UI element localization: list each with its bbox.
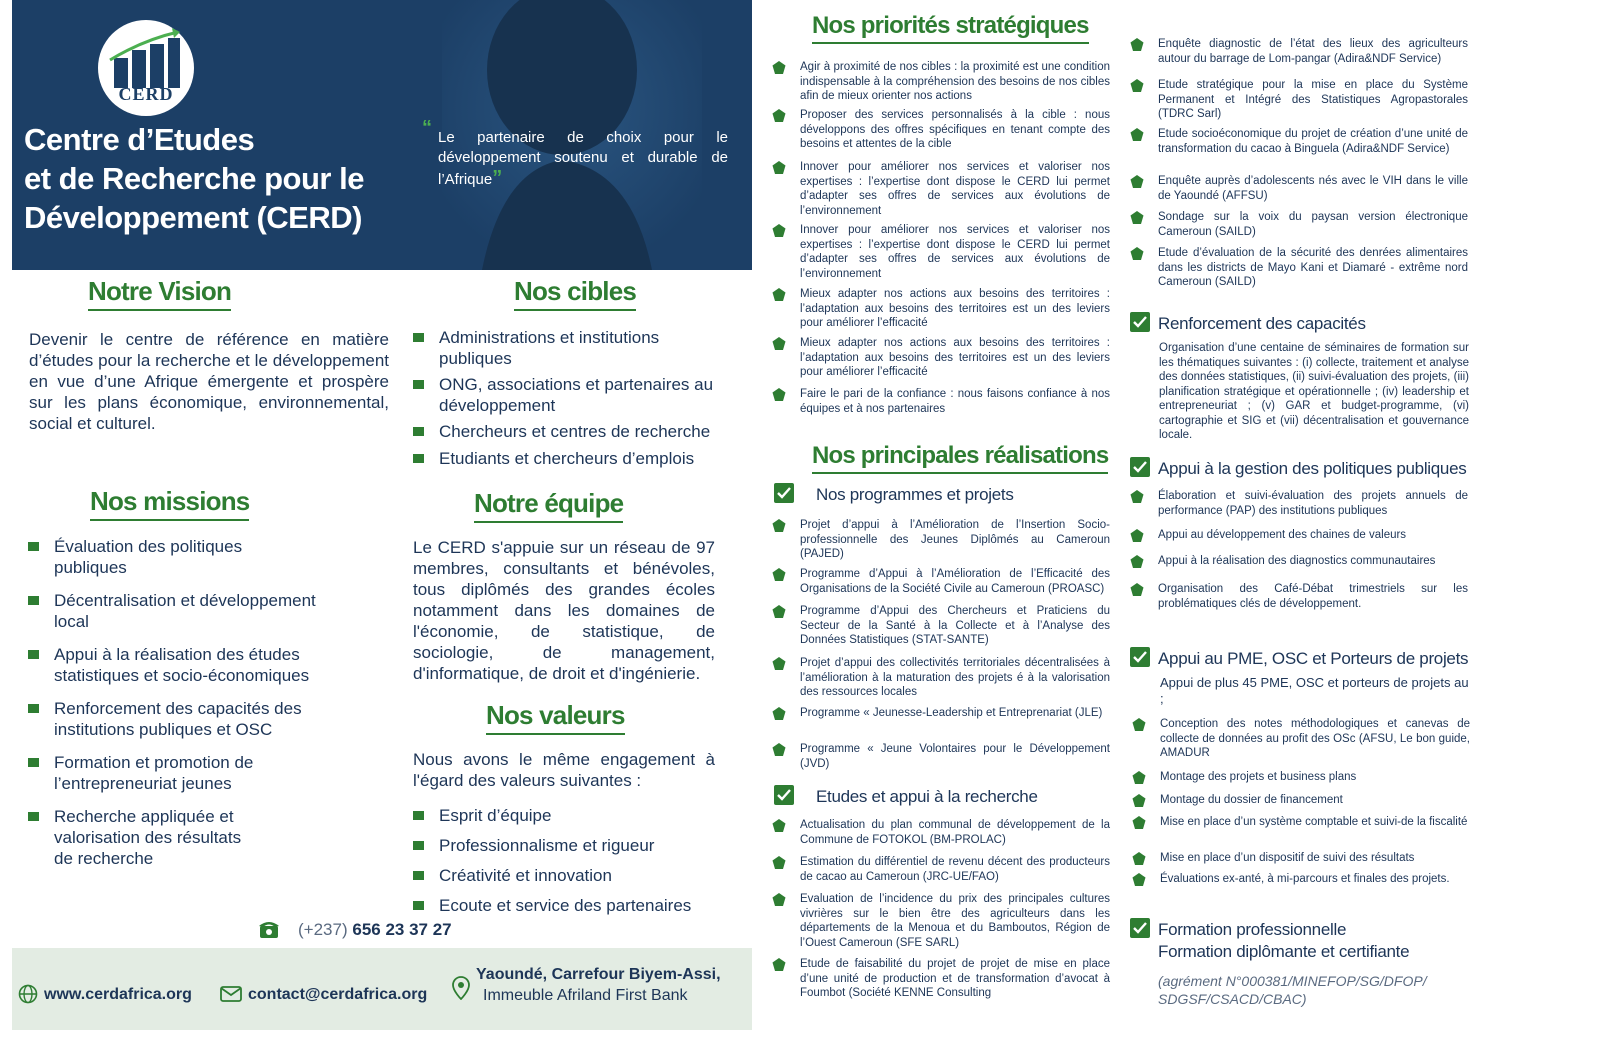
formation-subheading: Formation diplômante et certifiante (1158, 942, 1410, 961)
list-item: Etudiants et chercheurs d’emplois (413, 448, 723, 469)
list-item-text: Innover pour améliorer nos services et valoriser nos expertises : l’expertise dont dispose le CERD lui permet d’adapter ses offres de services aux évolutions de l’environnement (800, 224, 1110, 280)
close-quote-icon: ” (492, 167, 503, 189)
pentagon-bullet-icon (772, 61, 786, 75)
priorites-title: Nos priorités stratégiques (812, 12, 1089, 44)
pentagon-bullet-icon (1130, 529, 1144, 543)
list-item (1158, 210, 1468, 239)
pentagon-bullet-icon (772, 819, 786, 833)
list-item-text: Proposer des services personnalisés à la cible : nous développons des offres spécifiques en tenant compte des besoins et attentes de la cible (800, 109, 1110, 150)
pentagon-bullet-icon (772, 519, 786, 533)
pentagon-bullet-icon (772, 224, 786, 238)
list-item-text: Programme « Jeune Volontaires pour le Développement (JVD) (800, 743, 1110, 770)
pentagon-bullet-icon (1132, 771, 1146, 785)
list-item (800, 160, 1110, 218)
footer (12, 948, 752, 1030)
list-item: Appui à la réalisation des études statistiques et socio-économiques (28, 644, 324, 686)
pentagon-bullet-icon (772, 109, 786, 123)
list-item (1158, 246, 1468, 290)
list-item: Ecoute et service des partenaires (413, 895, 723, 916)
list-item-text: Projet d’appui des collectivités territoriales décentralisées à l’amélioration à la maturation des projets é à la valorisation des ressources locales (800, 657, 1110, 698)
list-item (1158, 37, 1468, 66)
pentagon-bullet-icon (772, 288, 786, 302)
list-item: Professionnalisme et rigueur (413, 835, 723, 856)
list-item: Chercheurs et centres de recherche (413, 421, 723, 442)
cibles-list (413, 327, 723, 469)
phone-icon (258, 918, 280, 945)
list-item-text: Agir à proximité de nos cibles : la proximité est une condition indispensable à la compréhension des besoins de nos cibles afin de mieux orienter nos actions (800, 61, 1110, 102)
address-line2: Immeuble Afriland First Bank (483, 987, 688, 1004)
pentagon-bullet-icon (772, 388, 786, 402)
pentagon-bullet-icon (1132, 816, 1146, 830)
list-item (1158, 528, 1468, 543)
logo-text: CERD (118, 84, 174, 104)
open-quote-icon: “ (422, 117, 432, 139)
list-item-text: Montage des projets et business plans (1160, 771, 1357, 783)
list-item (800, 742, 1110, 771)
list-item-text: Montage du dossier de financement (1160, 794, 1343, 806)
pentagon-bullet-icon (1130, 583, 1144, 597)
list-item (800, 336, 1110, 380)
list-item-text: Organisation des Café-Débat trimestriels sur les problématiques clés de développement. (1158, 583, 1468, 610)
hero-banner (12, 0, 752, 270)
list-item (800, 518, 1110, 562)
list-item: Créativité et innovation (413, 865, 723, 886)
list-item (800, 108, 1110, 152)
list-item-text: Programme d’Appui à l’Amélioration de l’Efficacité des Organisations de la Société Civile au Cameroun (PROASC) (800, 568, 1110, 595)
phone-line[interactable]: (+237) 656 23 37 27 (298, 920, 452, 939)
tagline-text: Le partenaire de choix pour le développement soutenu et durable de l’Afrique (438, 129, 728, 188)
list-item-text: Enquête auprès d’adolescents nés avec le VIH dans le ville de Yaoundé (AFFSU) (1158, 175, 1468, 202)
pentagon-bullet-icon (1130, 211, 1144, 225)
list-item-text: Appui au développement des chaines de valeurs (1158, 529, 1407, 541)
pentagon-bullet-icon (772, 856, 786, 870)
list-item (800, 387, 1110, 416)
list-item: Esprit d’équipe (413, 805, 723, 826)
tagline (422, 117, 728, 190)
list-item (1158, 127, 1468, 156)
list-item: Renforcement des capacités des institutions publiques et OSC (28, 698, 324, 740)
email-link[interactable]: contact@cerdafrica.org (248, 986, 428, 1003)
list-item (1158, 554, 1468, 569)
list-item: Évaluation des politiques publiques (28, 536, 254, 578)
list-item-text: Faire le pari de la confiance : nous faisons confiance à nos équipes et à nos partenaires (800, 388, 1110, 415)
pentagon-bullet-icon (772, 707, 786, 721)
globe-icon (18, 984, 38, 1009)
list-item (1158, 174, 1468, 203)
list-item (800, 604, 1110, 648)
list-item-text: Etude d’évaluation de la sécurité des denrées alimentaires dans les districts de Mayo Kani et Diamaré - extrême nord Cameroun (SAILD) (1158, 247, 1468, 288)
renforcement-heading: Renforcement des capacités (1158, 314, 1366, 334)
pentagon-bullet-icon (1132, 852, 1146, 866)
list-item-text: Programme « Jeunesse-Leadership et Entreprenariat (JLE) (800, 707, 1103, 719)
list-item (800, 957, 1110, 1001)
pentagon-bullet-icon (772, 568, 786, 582)
list-item-text: Etude stratégique pour la mise en place du Système Permanent et Intégré des Statistiques Agropastorales (TDRC Sarl) (1158, 79, 1468, 120)
formation-heading: Formation professionnelle (1158, 920, 1346, 940)
list-item (800, 656, 1110, 700)
list-item (800, 855, 1110, 884)
mail-icon (220, 986, 242, 1007)
list-item (1160, 770, 1470, 785)
valeurs-title: Nos valeurs (486, 700, 625, 735)
address-line1: Yaoundé, Carrefour Biyem-Assi, (476, 966, 721, 983)
pentagon-bullet-icon (772, 958, 786, 972)
website-link[interactable]: www.cerdafrica.org (44, 986, 192, 1003)
list-item (1160, 851, 1470, 866)
list-item-text: Actualisation du plan communal de développement de la Commune de FOTOKOL (BM-PROLAC) (800, 819, 1110, 846)
list-item (800, 706, 1110, 721)
list-item-text: Estimation du différentiel de revenu décent des producteurs de cacao au Cameroun (JRC-UE/FAO) (800, 856, 1110, 883)
list-item: Formation et promotion de l’entrepreneuriat jeunes (28, 752, 284, 794)
cibles-title: Nos cibles (514, 276, 636, 311)
valeurs-list (413, 805, 723, 916)
pentagon-bullet-icon (772, 893, 786, 907)
list-item-text: Mise en place d’un système comptable et suivi-de la fiscalité (1160, 816, 1468, 828)
list-item-text: Évaluations ex-anté, à mi-parcours et finales des projets. (1160, 873, 1450, 885)
list-item-text: Projet d’appui à l’Amélioration de l’Insertion Socio-professionnelle des Jeunes Diplômés au Cameroun (PAJED) (800, 519, 1110, 560)
equipe-text: Le CERD s'appuie sur un réseau de 97 membres, consultants et bénévoles, tous diplômés des grandes écoles notamment dans les domaines de l'économie, de statistique, de sociologie, de management, d'informatique, de droit et d'ingénierie. (413, 538, 715, 683)
list-item-text: Evaluation de l’incidence du prix des principales cultures vivrières sur le bien être des agriculteurs dans les départements de la Menoua et du Bamboutos, Région de l’Ouest Cameroun (SFE SARL) (800, 893, 1110, 949)
list-item-text: Programme d’Appui des Chercheurs et Praticiens du Secteur de la Santé à la Collecte et à l’Analyse des Données Statistiques (STAT-SANTE) (800, 605, 1110, 646)
vision-text: Devenir le centre de référence en matière d’études pour la recherche et le développement en vue d’une Afrique émergente et prospère sur les plans économique, environnemental, social et culturel. (29, 330, 389, 433)
list-item (1158, 582, 1468, 611)
pentagon-bullet-icon (1130, 175, 1144, 189)
title-line: Centre d’Etudes (24, 122, 255, 157)
pentagon-bullet-icon (1130, 79, 1144, 93)
title-line: et de Recherche pour le (24, 161, 364, 196)
pentagon-bullet-icon (1130, 38, 1144, 52)
list-item-text: Conception des notes méthodologiques et canevas de collecte de données au profit des OSc (AFSU, Le bon guide, AMADUR (1160, 718, 1470, 759)
list-item-text: Élaboration et suivi-évaluation des projets annuels de performance (PAP) des institutions publiques (1158, 490, 1468, 517)
etudes-heading: Etudes et appui à la recherche (816, 787, 1038, 807)
pentagon-bullet-icon (772, 337, 786, 351)
list-item (800, 567, 1110, 596)
cerd-logo (98, 20, 194, 116)
list-item-text: Etude de faisabilité du projet de projet de mise en place d’une unité de production et de transformation d’avocat à Foumbot (Société KENNE Consulting (800, 958, 1110, 999)
programmes-heading: Nos programmes et projets (816, 485, 1014, 505)
vision-title: Notre Vision (88, 276, 231, 311)
list-item (1158, 489, 1468, 518)
list-item (800, 818, 1110, 847)
list-item: ONG, associations et partenaires au développement (413, 374, 723, 416)
list-item-text: Mieux adapter nos actions aux besoins des territoires : l’adaptation aux besoins des territoires est un des leviers pour améliorer l’efficacité (800, 337, 1110, 378)
list-item (1160, 872, 1470, 887)
politiques-heading: Appui à la gestion des politiques publiques (1158, 459, 1466, 479)
pentagon-bullet-icon (1132, 718, 1146, 732)
pentagon-bullet-icon (1130, 247, 1144, 261)
title-line: Développement (CERD) (24, 200, 362, 235)
list-item (800, 287, 1110, 331)
list-item (800, 60, 1110, 104)
list-item (1158, 78, 1468, 122)
list-item (800, 892, 1110, 950)
list-item-text: Etude socioéconomique du projet de création d’une unité de transformation du cacao à Binguela (Adira&NDF Service) (1158, 128, 1468, 155)
pentagon-bullet-icon (1130, 128, 1144, 142)
list-item (800, 223, 1110, 281)
page-title (24, 120, 424, 237)
list-item (1160, 815, 1470, 830)
pme-heading: Appui au PME, OSC et Porteurs de projets (1158, 649, 1468, 669)
pme-intro: Appui de plus 45 PME, OSC et porteurs de projets au ; (1160, 675, 1469, 706)
pentagon-bullet-icon (1132, 873, 1146, 887)
list-item-text: Innover pour améliorer nos services et valoriser nos expertises : l’expertise dont dispose le CERD lui permet d’adapter ses offres de services aux évolutions de l’environnement (800, 161, 1110, 217)
list-item-text: Appui à la réalisation des diagnostics communautaires (1158, 555, 1436, 567)
pentagon-bullet-icon (772, 605, 786, 619)
equipe-title: Notre équipe (474, 488, 623, 523)
pentagon-bullet-icon (772, 657, 786, 671)
renforcement-text: Organisation d’une centaine de séminaires de formation sur les thématiques suivantes : (i) collecte, traitement et analyse des données statistiques, (ii) suivi-évaluation des projets, (iii) planification stratégique et opérationnelle ; (iv) leadership et entrepreneuriat ; (v) GAR et budget-programme, (vi) cartographie et SIG et (vii) décentralisation et gouvernance locale. (1159, 342, 1469, 441)
location-pin-icon (452, 976, 470, 1005)
list-item: Administrations et institutions publiques (413, 327, 723, 369)
list-item-text: Mieux adapter nos actions aux besoins des territoires : l’adaptation aux besoins des territoires est un des leviers pour améliorer l’efficacité (800, 288, 1110, 329)
valeurs-intro: Nous avons le même engagement à l'égard des valeurs suivantes : (413, 750, 715, 790)
agrement-text: (agrément N°000381/MINEFOP/SG/DFOP/ SDGSF/CSACD/CBAC) (1158, 973, 1427, 1007)
pentagon-bullet-icon (1132, 794, 1146, 808)
missions-title: Nos missions (90, 486, 249, 521)
list-item-text: Sondage sur la voix du paysan version électronique Cameroun (SAILD) (1158, 211, 1468, 238)
list-item-text: Enquête diagnostic de l’état des lieux des agriculteurs autour du barrage de Lom-pangar (Adira&NDF Service) (1158, 38, 1468, 65)
list-item: Décentralisation et développement local (28, 590, 344, 632)
list-item (1160, 793, 1470, 808)
pentagon-bullet-icon (1130, 555, 1144, 569)
pentagon-bullet-icon (1130, 490, 1144, 504)
pentagon-bullet-icon (772, 161, 786, 175)
realisations-title: Nos principales réalisations (812, 442, 1108, 474)
missions-list (28, 536, 338, 869)
list-item-text: Mise en place d’un dispositif de suivi des résultats (1160, 852, 1415, 864)
list-item: Recherche appliquée et valorisation des résultats de recherche (28, 806, 264, 869)
list-item (1160, 717, 1470, 761)
pentagon-bullet-icon (772, 743, 786, 757)
